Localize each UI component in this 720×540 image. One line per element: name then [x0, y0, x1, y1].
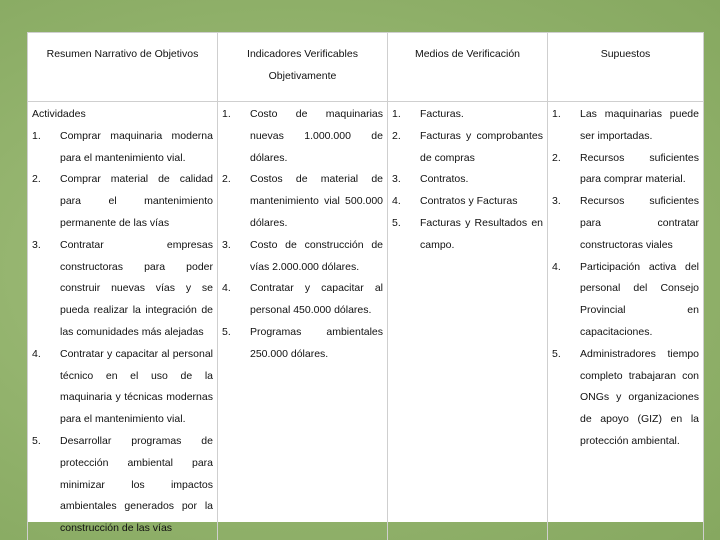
header-indicadores-line1: Indicadores Verificables	[247, 48, 358, 60]
list-item	[392, 191, 543, 213]
cell-actividades	[28, 102, 218, 540]
list-text: Costos de material de mantenimiento vial 500.000 dólares.	[250, 173, 383, 229]
list-text: Comprar maquinaria moderna para el mantenimiento vial.	[60, 129, 213, 164]
header-supuestos	[548, 33, 704, 102]
list-item	[222, 278, 383, 322]
list-number: 1.	[392, 108, 401, 120]
list-item	[32, 344, 213, 431]
list-text: Desarrollar programas de protección ambiental para minimizar los impactos ambientales generados por la construcción de las vías	[60, 434, 213, 535]
list-number: 1.	[552, 108, 561, 120]
actividades-list	[32, 126, 213, 540]
list-text: Contratos y Facturas	[420, 195, 518, 208]
header-resumen-text: Resumen Narrativo de Objetivos	[46, 48, 199, 60]
list-item	[32, 431, 213, 540]
list-item	[392, 104, 543, 126]
logframe-table	[27, 32, 704, 540]
list-text: Costo de maquinarias nuevas 1.000.000 de dólares.	[250, 108, 383, 164]
list-text: Facturas y Resultados en campo.	[420, 216, 543, 251]
cell-indicadores	[218, 102, 388, 540]
medios-list	[392, 104, 543, 257]
list-number: 3.	[222, 238, 231, 251]
header-medios-text: Medios de Verificación	[414, 48, 521, 60]
list-number: 4.	[222, 282, 231, 295]
list-text: Contratar y capacitar al personal 450.000 dólares.	[250, 282, 383, 317]
list-item	[552, 191, 699, 256]
header-medios	[388, 33, 548, 102]
list-text: Contratar empresas constructoras para poder construir nuevas vías y se pueda realizar la integración de las comunidades más alejadas	[60, 238, 213, 338]
list-number: 5.	[32, 434, 41, 447]
list-number: 4.	[552, 260, 561, 273]
list-number: 4.	[392, 195, 401, 208]
list-number: 5.	[552, 347, 561, 360]
list-text: Comprar material de calidad para el mantenimiento permanente de las vías	[60, 173, 213, 229]
list-item	[222, 322, 383, 366]
list-number: 2.	[222, 173, 231, 186]
list-text: Programas ambientales 250.000 dólares.	[250, 325, 383, 360]
list-text: Recursos suficientes para contratar constructoras viales	[580, 195, 699, 251]
list-number: 2.	[32, 173, 41, 186]
list-item	[552, 148, 699, 192]
header-supuestos-text: Supuestos	[600, 48, 651, 60]
logframe-table-container	[27, 32, 703, 535]
list-number: 3.	[552, 195, 561, 208]
list-text: Contratos.	[420, 173, 469, 186]
list-item	[32, 235, 213, 344]
list-number: 1.	[222, 108, 231, 120]
list-number: 5.	[222, 325, 231, 338]
list-text: Las maquinarias puede ser importadas.	[580, 108, 699, 142]
cell-medios	[388, 102, 548, 540]
list-item	[222, 104, 383, 169]
list-number: 2.	[552, 151, 561, 164]
list-item	[552, 104, 699, 148]
list-item	[552, 257, 699, 344]
list-number: 3.	[32, 238, 41, 251]
cell-supuestos	[548, 102, 704, 540]
actividades-title: Actividades	[32, 108, 86, 120]
header-row	[28, 33, 704, 102]
list-text: Facturas.	[420, 108, 464, 120]
supuestos-list	[552, 104, 699, 453]
list-text: Administradores tiempo completo trabajaran con ONGs y organizaciones de apoyo (GIZ) en la protección ambiental.	[580, 347, 699, 447]
list-text: Participación activa del personal del Consejo Provincial en capacitaciones.	[580, 260, 699, 338]
header-indicadores-line2: Objetivamente	[268, 70, 337, 82]
list-text: Facturas y comprobantes de compras	[420, 129, 543, 164]
list-item	[392, 126, 543, 170]
list-text: Recursos suficientes para comprar material.	[580, 151, 699, 186]
list-number: 3.	[392, 173, 401, 186]
list-item	[32, 126, 213, 170]
list-number: 4.	[32, 347, 41, 360]
list-number: 1.	[32, 129, 41, 142]
header-indicadores	[218, 33, 388, 102]
list-text: Costo de construcción de vías 2.000.000 dólares.	[250, 238, 383, 273]
list-item	[392, 213, 543, 257]
list-number: 5.	[392, 216, 401, 229]
list-item	[552, 344, 699, 453]
activities-row	[28, 102, 704, 540]
list-item	[222, 169, 383, 234]
list-item	[392, 169, 543, 191]
list-number: 2.	[392, 129, 401, 142]
list-item	[222, 235, 383, 279]
header-resumen	[28, 33, 218, 102]
list-item	[32, 169, 213, 234]
indicadores-list	[222, 104, 383, 366]
list-text: Contratar y capacitar al personal técnico en el uso de la maquinaria y técnicas modernas para el mantenimiento vial.	[60, 347, 213, 426]
